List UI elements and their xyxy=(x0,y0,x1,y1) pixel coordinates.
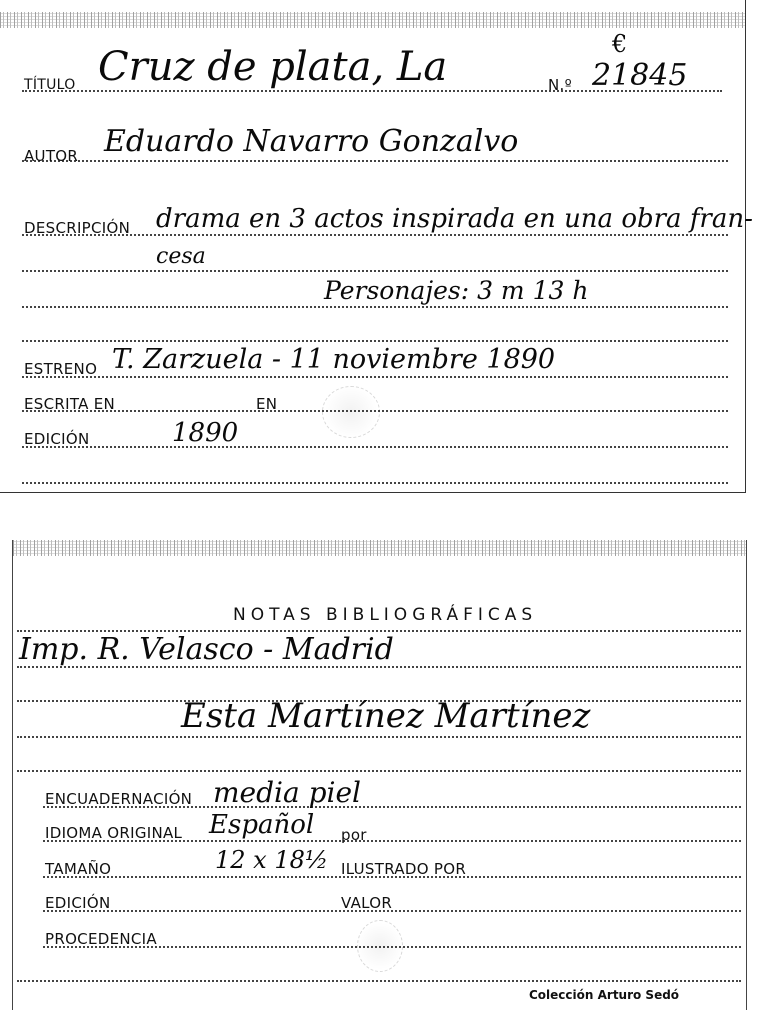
numero-mark: € xyxy=(612,30,628,58)
edicion-label: EDICIÓN xyxy=(24,430,90,448)
valor-label: VALOR xyxy=(341,894,393,912)
tamano-label: TAMAÑO xyxy=(45,860,112,878)
tamano-value: 12 x 18½ xyxy=(215,846,329,874)
estreno-label: ESTRENO xyxy=(24,360,98,378)
procedencia-label: PROCEDENCIA xyxy=(45,930,157,948)
edicion-value: 1890 xyxy=(172,418,239,448)
descripcion-line2: cesa xyxy=(156,244,206,269)
top-catalog-card xyxy=(0,0,753,493)
blank-line xyxy=(22,482,728,484)
final-line xyxy=(17,980,741,982)
idioma-label: IDIOMA ORIGINAL xyxy=(45,824,183,842)
edicion-line xyxy=(22,446,728,448)
idioma-value: Español xyxy=(209,810,315,840)
descripcion-line-4 xyxy=(22,340,728,342)
descripcion-line3: Personajes: 3 m 13 h xyxy=(324,276,589,305)
estreno-value: T. Zarzuela - 11 noviembre 1890 xyxy=(112,344,556,375)
bottom-catalog-card xyxy=(12,540,747,1010)
notas-header: NOTAS BIBLIOGRÁFICAS xyxy=(233,605,538,625)
encuadernacion-value: media piel xyxy=(213,776,361,809)
collection-footer: Colección Arturo Sedó xyxy=(529,988,680,1002)
paper-smudge xyxy=(322,386,380,438)
encuadernacion-label: ENCUADERNACIÓN xyxy=(45,790,193,808)
descripcion-line-2 xyxy=(22,270,728,272)
en-label: EN xyxy=(256,395,278,413)
titulo-value: Cruz de plata, La xyxy=(98,44,448,90)
edicion2-label: EDICIÓN xyxy=(45,894,111,912)
titulo-label: TÍTULO xyxy=(24,77,76,93)
numero-value: 21845 xyxy=(592,58,688,93)
nota-line-4 xyxy=(17,770,741,772)
escrita-en-label: ESCRITA EN xyxy=(24,395,116,413)
numero-label: N.º xyxy=(548,76,572,94)
descripcion-label: DESCRIPCIÓN xyxy=(24,219,131,237)
nota-line-3 xyxy=(17,736,741,738)
autor-label: AUTOR xyxy=(24,147,79,165)
estreno-line xyxy=(22,376,728,378)
paper-smudge-2 xyxy=(357,920,403,972)
descripcion-line1: drama en 3 actos inspirada en una obra fran- xyxy=(156,204,753,234)
card-bottom-edge xyxy=(13,540,746,556)
autor-line xyxy=(22,160,728,162)
nota-line2: Esta Martínez Martínez xyxy=(181,696,591,736)
autor-value: Eduardo Navarro Gonzalvo xyxy=(104,124,519,159)
descripcion-line-3 xyxy=(22,306,728,308)
ilustrado-label: ILUSTRADO POR xyxy=(341,860,467,878)
por-label: por xyxy=(341,826,367,844)
nota-line1: Imp. R. Velasco - Madrid xyxy=(19,632,394,667)
card-top-edge xyxy=(0,12,745,28)
